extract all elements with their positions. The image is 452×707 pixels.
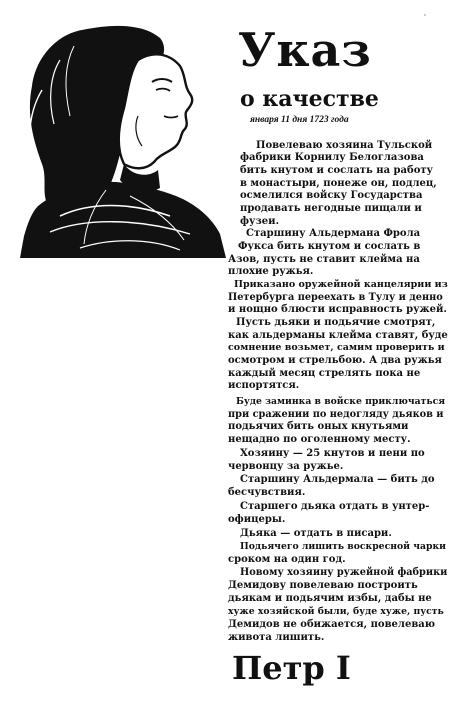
corner-mark: ' bbox=[424, 13, 426, 21]
decree-body bbox=[0, 124, 452, 654]
text-line: продавать негодные пищали и bbox=[240, 203, 422, 214]
text-line: живота лишить. bbox=[228, 632, 325, 643]
text-line: фузеи. bbox=[240, 216, 280, 227]
text-line: Демидову повелеваю построить bbox=[228, 580, 418, 591]
text-line: как альдерманы клейма ставят, буде bbox=[228, 330, 448, 341]
text-line: плохие ружья. bbox=[228, 266, 314, 277]
decree-title: Указ bbox=[238, 23, 372, 77]
text-line: Азов, пусть не ставит клейма на bbox=[228, 254, 420, 265]
text-line: Повелеваю хозяина Тульской bbox=[256, 140, 433, 151]
text-line: Петербурга переехать в Тулу и денно bbox=[228, 292, 443, 303]
text-line: нещадно по оголенному месту. bbox=[228, 434, 411, 445]
text-line: Старшину Альдермала — бить до bbox=[240, 474, 435, 485]
text-line: Фукса бить кнутом и сослать в bbox=[238, 241, 421, 252]
signature: Петр I bbox=[232, 649, 351, 687]
decree-subtitle: о качестве bbox=[240, 86, 379, 112]
text-line: Буде заминка в войске приключаться bbox=[236, 396, 446, 407]
text-line: дьякам и подьячим избы, дабы не bbox=[228, 593, 432, 604]
text-line: каждый месяц стрелять пока не bbox=[228, 368, 421, 379]
text-line: и нощно блюсти исправность ружей. bbox=[228, 304, 447, 315]
text-line: бить кнутом и сослать на работу bbox=[240, 165, 433, 176]
text-line: Демидов не обижается, повелеваю bbox=[228, 619, 436, 630]
text-line: сроком на один год. bbox=[228, 554, 346, 565]
text-line: при сражении по недогляду дьяков и bbox=[228, 409, 444, 420]
decree-date: января 11 дня 1723 года bbox=[250, 115, 349, 125]
text-line: Приказано оружейной канцелярии из bbox=[234, 279, 448, 290]
text-line: сомнение возьмет, самим проверить и bbox=[228, 342, 445, 353]
text-line: червонцу за ружье. bbox=[228, 461, 344, 472]
text-line: Старшего дьяка отдать в унтер- bbox=[240, 501, 430, 512]
text-line: испортятся. bbox=[228, 380, 300, 391]
text-line: в монастыри, понеже он, подлец, bbox=[240, 178, 437, 189]
text-line: Старшину Альдермана Фрола bbox=[246, 228, 421, 239]
text-line: Новому хозяину ружейной фабрики bbox=[240, 567, 448, 578]
text-line: Пусть дьяки и подьячие смотрят, bbox=[236, 317, 436, 328]
text-line: бесчувствия. bbox=[228, 487, 306, 498]
text-line: офицеры. bbox=[228, 514, 286, 525]
text-line: Дьяка — отдать в писари. bbox=[240, 528, 392, 539]
text-line: Хозяину — 25 кнутов и пени по bbox=[240, 448, 425, 459]
text-line: осмелился войску Государства bbox=[240, 190, 423, 201]
text-line: Подьячего лишить воскресной чарки bbox=[240, 541, 446, 552]
text-line: фабрики Корнилу Белоглазова bbox=[240, 152, 424, 163]
text-line: подьячих бить оных кнутьями bbox=[228, 421, 409, 432]
text-line: осмотром и стрельбою. А два ружья bbox=[228, 355, 442, 366]
text-line: хуже хозяйской были, буде хуже, пусть bbox=[228, 606, 444, 617]
